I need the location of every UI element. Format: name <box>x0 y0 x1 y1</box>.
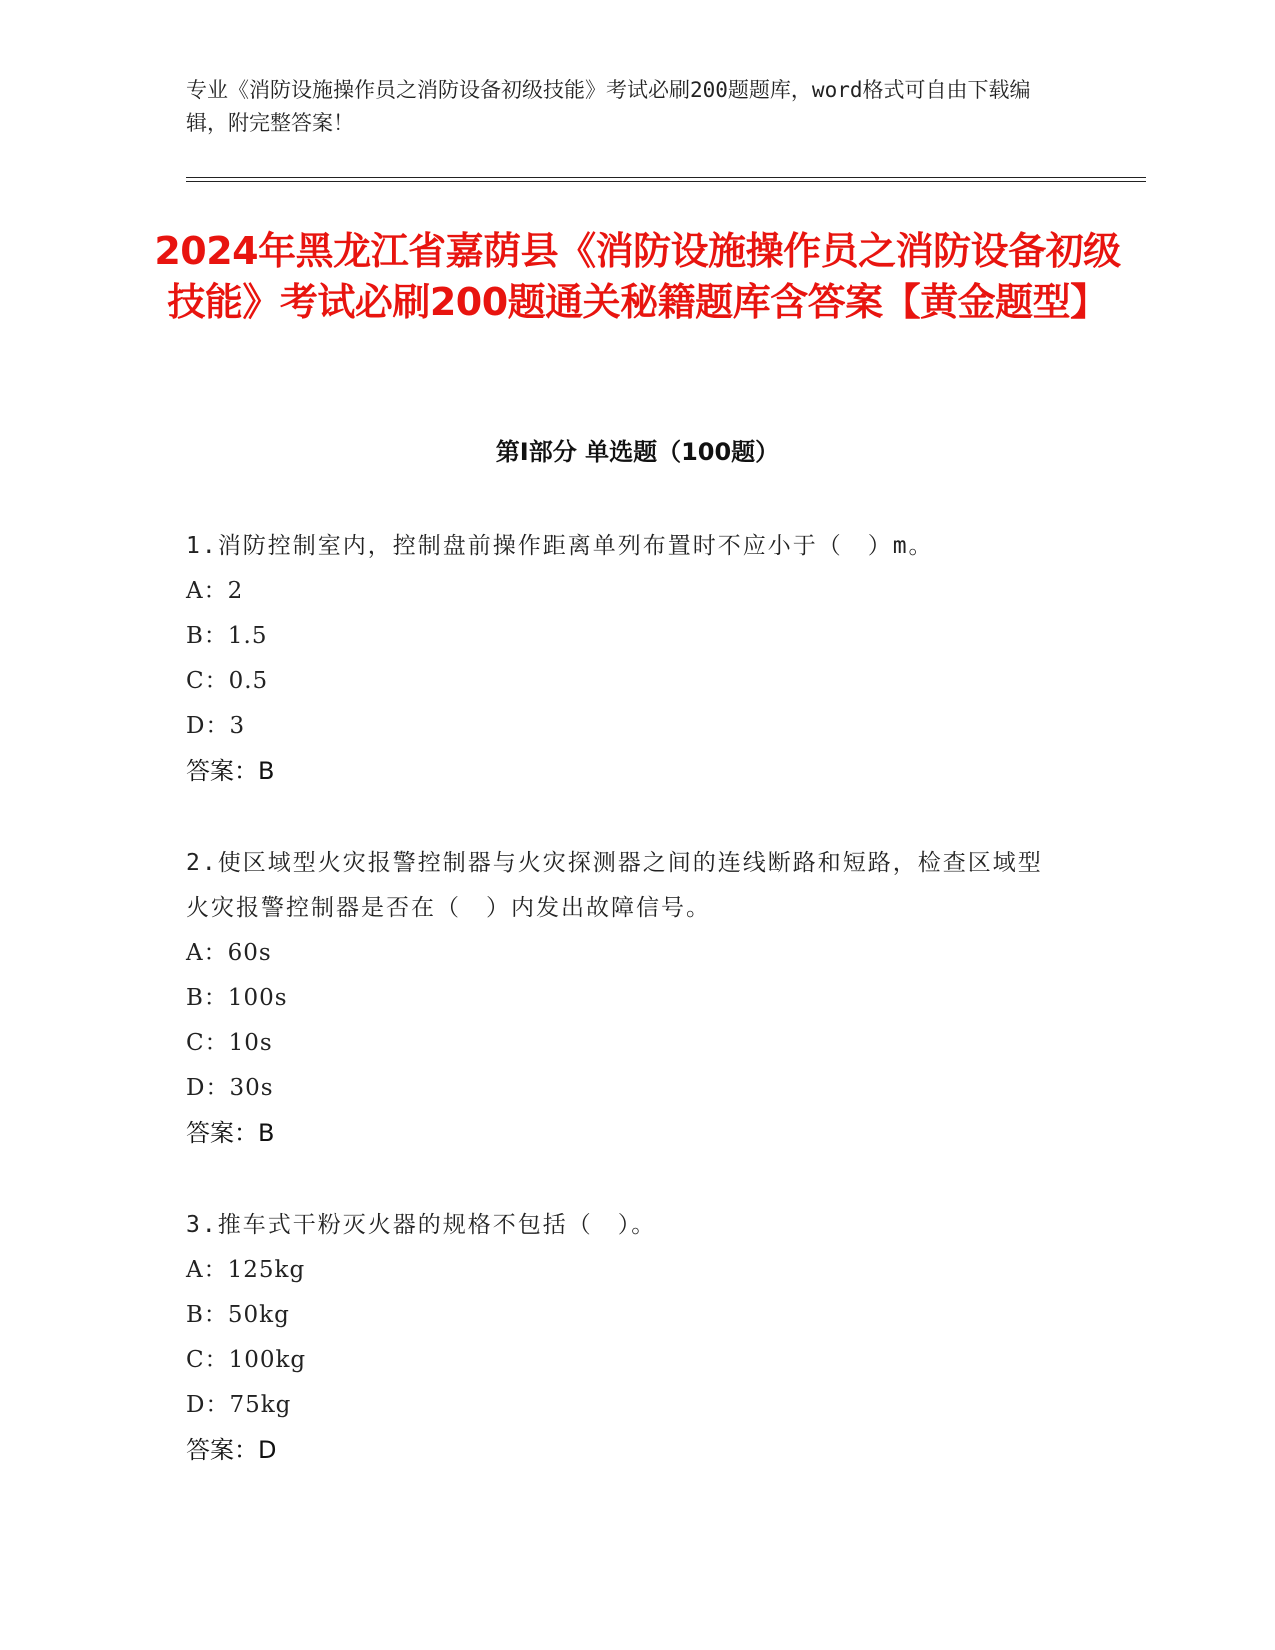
question-block <box>186 524 1066 794</box>
header-divider-bottom <box>186 181 1146 182</box>
option-b: B：1.5 <box>186 623 268 649</box>
option-d: D：3 <box>186 713 246 739</box>
option-d: D：30s <box>186 1075 274 1101</box>
answer: 答案：D <box>186 1436 277 1464</box>
answer: 答案：B <box>186 1119 275 1147</box>
question-stem: 1.消防控制室内，控制盘前操作距离单列布置时不应小于（ ）m。 <box>186 533 934 559</box>
option-a: A：125kg <box>186 1257 306 1283</box>
option-c: C：100kg <box>186 1347 307 1373</box>
option-a: A：2 <box>186 578 244 604</box>
question-block <box>186 841 1066 1156</box>
answer: 答案：B <box>186 757 275 785</box>
option-a: A：60s <box>186 940 272 966</box>
option-d: D：75kg <box>186 1392 292 1418</box>
question-stem: 3.推车式干粉灭火器的规格不包括（ ）。 <box>186 1212 657 1238</box>
section-title: 第Ⅰ部分 单选题（100题） <box>495 438 780 466</box>
question-block <box>186 1203 1066 1473</box>
option-c: C：10s <box>186 1030 273 1056</box>
header-note: 专业《消防设施操作员之消防设备初级技能》考试必刷200题题库，word格式可自由下载编辑，附完整答案！ <box>186 78 1031 135</box>
document-title: 2024年黑龙江省嘉荫县《消防设施操作员之消防设备初级技能》考试必刷200题通关秘籍题库含答案【黄金题型】 <box>154 229 1121 324</box>
header-divider-top <box>186 177 1146 178</box>
option-c: C：0.5 <box>186 668 269 694</box>
option-b: B：50kg <box>186 1302 290 1328</box>
option-b: B：100s <box>186 985 288 1011</box>
question-stem: 2.使区域型火灾报警控制器与火灾探测器之间的连线断路和短路，检查区域型火灾报警控制器是否在（ ）内发出故障信号。 <box>186 850 1043 921</box>
